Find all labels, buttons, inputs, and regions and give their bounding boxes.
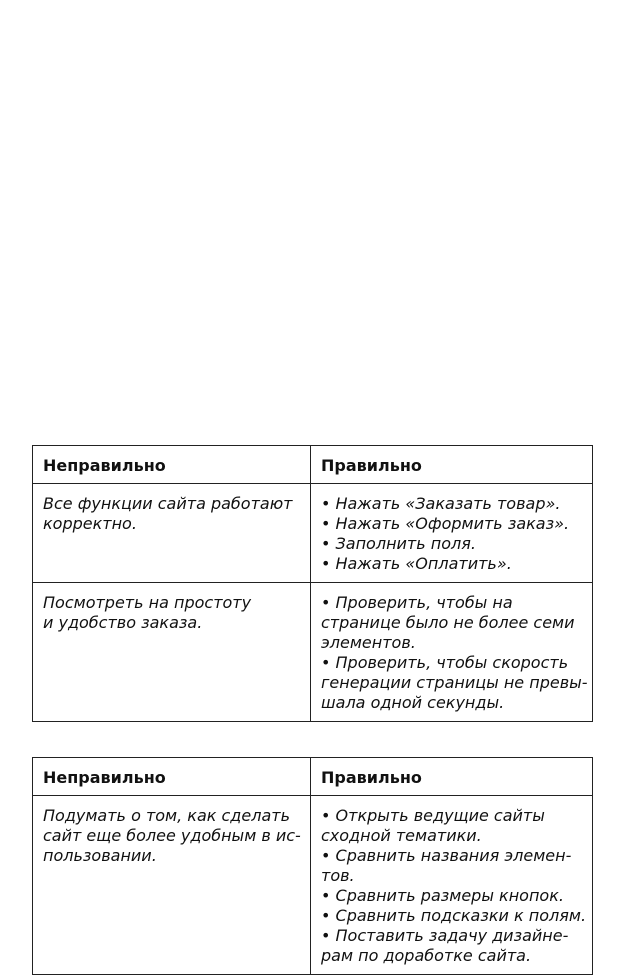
text-line: Все функции сайта работают [43, 494, 293, 513]
header-wrong: Неправильно [33, 446, 311, 484]
text-line: • Нажать «Заказать товар». [321, 494, 561, 513]
text-line: • Сравнить размеры кнопок. [321, 886, 564, 905]
text-line: • Нажать «Оплатить». [321, 554, 512, 573]
text-line: • Сравнить подсказки к полям. [321, 906, 587, 925]
text-line: элементов. [321, 633, 416, 652]
header-right: Правильно [311, 446, 593, 484]
cell-wrong [33, 583, 311, 722]
cell-right [311, 484, 593, 583]
text-line: и удобство заказа. [43, 613, 203, 632]
table-header-row [33, 446, 593, 484]
text-line: • Нажать «Оформить заказ». [321, 514, 570, 533]
text-line: генерации страницы не превы- [321, 673, 588, 692]
cell-right [311, 583, 593, 722]
text-line: сходной тематики. [321, 826, 482, 845]
text-line: сайт еще более удобным в ис- [43, 826, 301, 845]
text-line: Подумать о том, как сделать [43, 806, 290, 825]
header-right: Правильно [311, 758, 593, 796]
cell-wrong [33, 484, 311, 583]
cell-wrong [33, 796, 311, 975]
text-line: • Сравнить названия элемен- [321, 846, 572, 865]
text-line: шала одной секунды. [321, 693, 505, 712]
text-line: • Проверить, чтобы скорость [321, 653, 569, 672]
table-row [33, 796, 593, 975]
cell-right [311, 796, 593, 975]
text-line: • Поставить задачу дизайне- [321, 926, 569, 945]
text-line: корректно. [43, 514, 137, 533]
text-line: • Заполнить поля. [321, 534, 476, 553]
comparison-table-1 [32, 445, 593, 722]
table-row [33, 583, 593, 722]
text-line: рам по доработке сайта. [321, 946, 532, 965]
text-line: • Открыть ведущие сайты [321, 806, 545, 825]
text-line: тов. [321, 866, 355, 885]
text-line: пользовании. [43, 846, 157, 865]
table-row [33, 484, 593, 583]
comparison-table-2 [32, 757, 593, 975]
text-line: странице было не более семи [321, 613, 575, 632]
table-header-row [33, 758, 593, 796]
header-wrong: Неправильно [33, 758, 311, 796]
text-line: • Проверить, чтобы на [321, 593, 513, 612]
text-line: Посмотреть на простоту [43, 593, 252, 612]
